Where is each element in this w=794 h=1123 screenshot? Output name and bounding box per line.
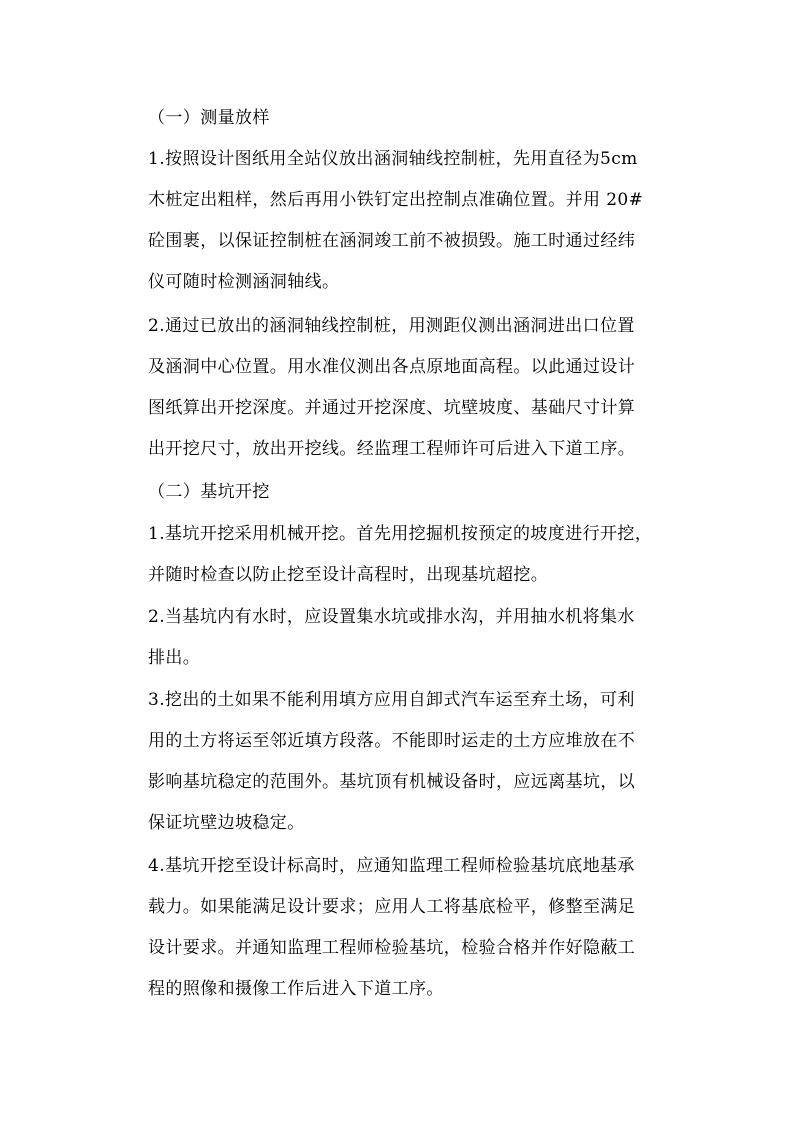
paragraph-line: 保证坑壁边坡稳定。 [148, 813, 305, 833]
paragraph-line: 2.当基坑内有水时，应设置集水坑或排水沟，并用抽水机将集水 [148, 607, 635, 627]
paragraph-line: 图纸算出开挖深度。并通过开挖深度、坑壁坡度、基础尺寸计算 [148, 398, 636, 418]
paragraph-line: 木桩定出粗样，然后再用小铁钉定出控制点准确位置。并用 20# [148, 190, 644, 210]
paragraph-line: 出开挖尺寸，放出开挖线。经监理工程师许可后进入下道工序。 [148, 439, 636, 459]
section-heading-excavation: （二）基坑开挖 [148, 482, 270, 502]
paragraph-line: 用的土方将运至邻近填方段落。不能即时运走的土方应堆放在不 [148, 731, 636, 751]
paragraph-line: 程的照像和摄像工作后进入下道工序。 [148, 979, 444, 999]
paragraph-line: 载力。如果能满足设计要求；应用人工将基底检平，修整至满足 [148, 897, 636, 917]
paragraph-line: 设计要求。并通知监理工程师检验基坑，检验合格并作好隐蔽工 [148, 938, 636, 958]
paragraph-line: 1.基坑开挖采用机械开挖。首先用挖掘机按预定的坡度进行开挖， [148, 524, 653, 544]
paragraph-line: 排出。 [148, 648, 201, 668]
paragraph-line: 仪可随时检测涵洞轴线。 [148, 272, 340, 292]
paragraph-line: 影响基坑稳定的范围外。基坑顶有机械设备时，应远离基坑，以 [148, 772, 636, 792]
paragraph-line: 2.通过已放出的涵洞轴线控制桩，用测距仪测出涵洞进出口位置 [148, 316, 635, 336]
paragraph-line: 3.挖出的土如果不能利用填方应用自卸式汽车运至弃土场，可利 [148, 690, 635, 710]
paragraph-line: 并随时检查以防止挖至设计高程时，出现基坑超挖。 [148, 565, 549, 585]
section-heading-survey: （一）测量放样 [148, 108, 270, 128]
paragraph-line: 及涵洞中心位置。用水准仪测出各点原地面高程。以此通过设计 [148, 357, 636, 377]
paragraph-line: 1.按照设计图纸用全站仪放出涵洞轴线控制桩，先用直径为5cm [148, 149, 638, 169]
paragraph-line: 砼围裹，以保证控制桩在涵洞竣工前不被损毁。施工时通过经纬 [148, 231, 636, 251]
paragraph-line: 4.基坑开挖至设计标高时，应通知监理工程师检验基坑底地基承 [148, 856, 635, 876]
